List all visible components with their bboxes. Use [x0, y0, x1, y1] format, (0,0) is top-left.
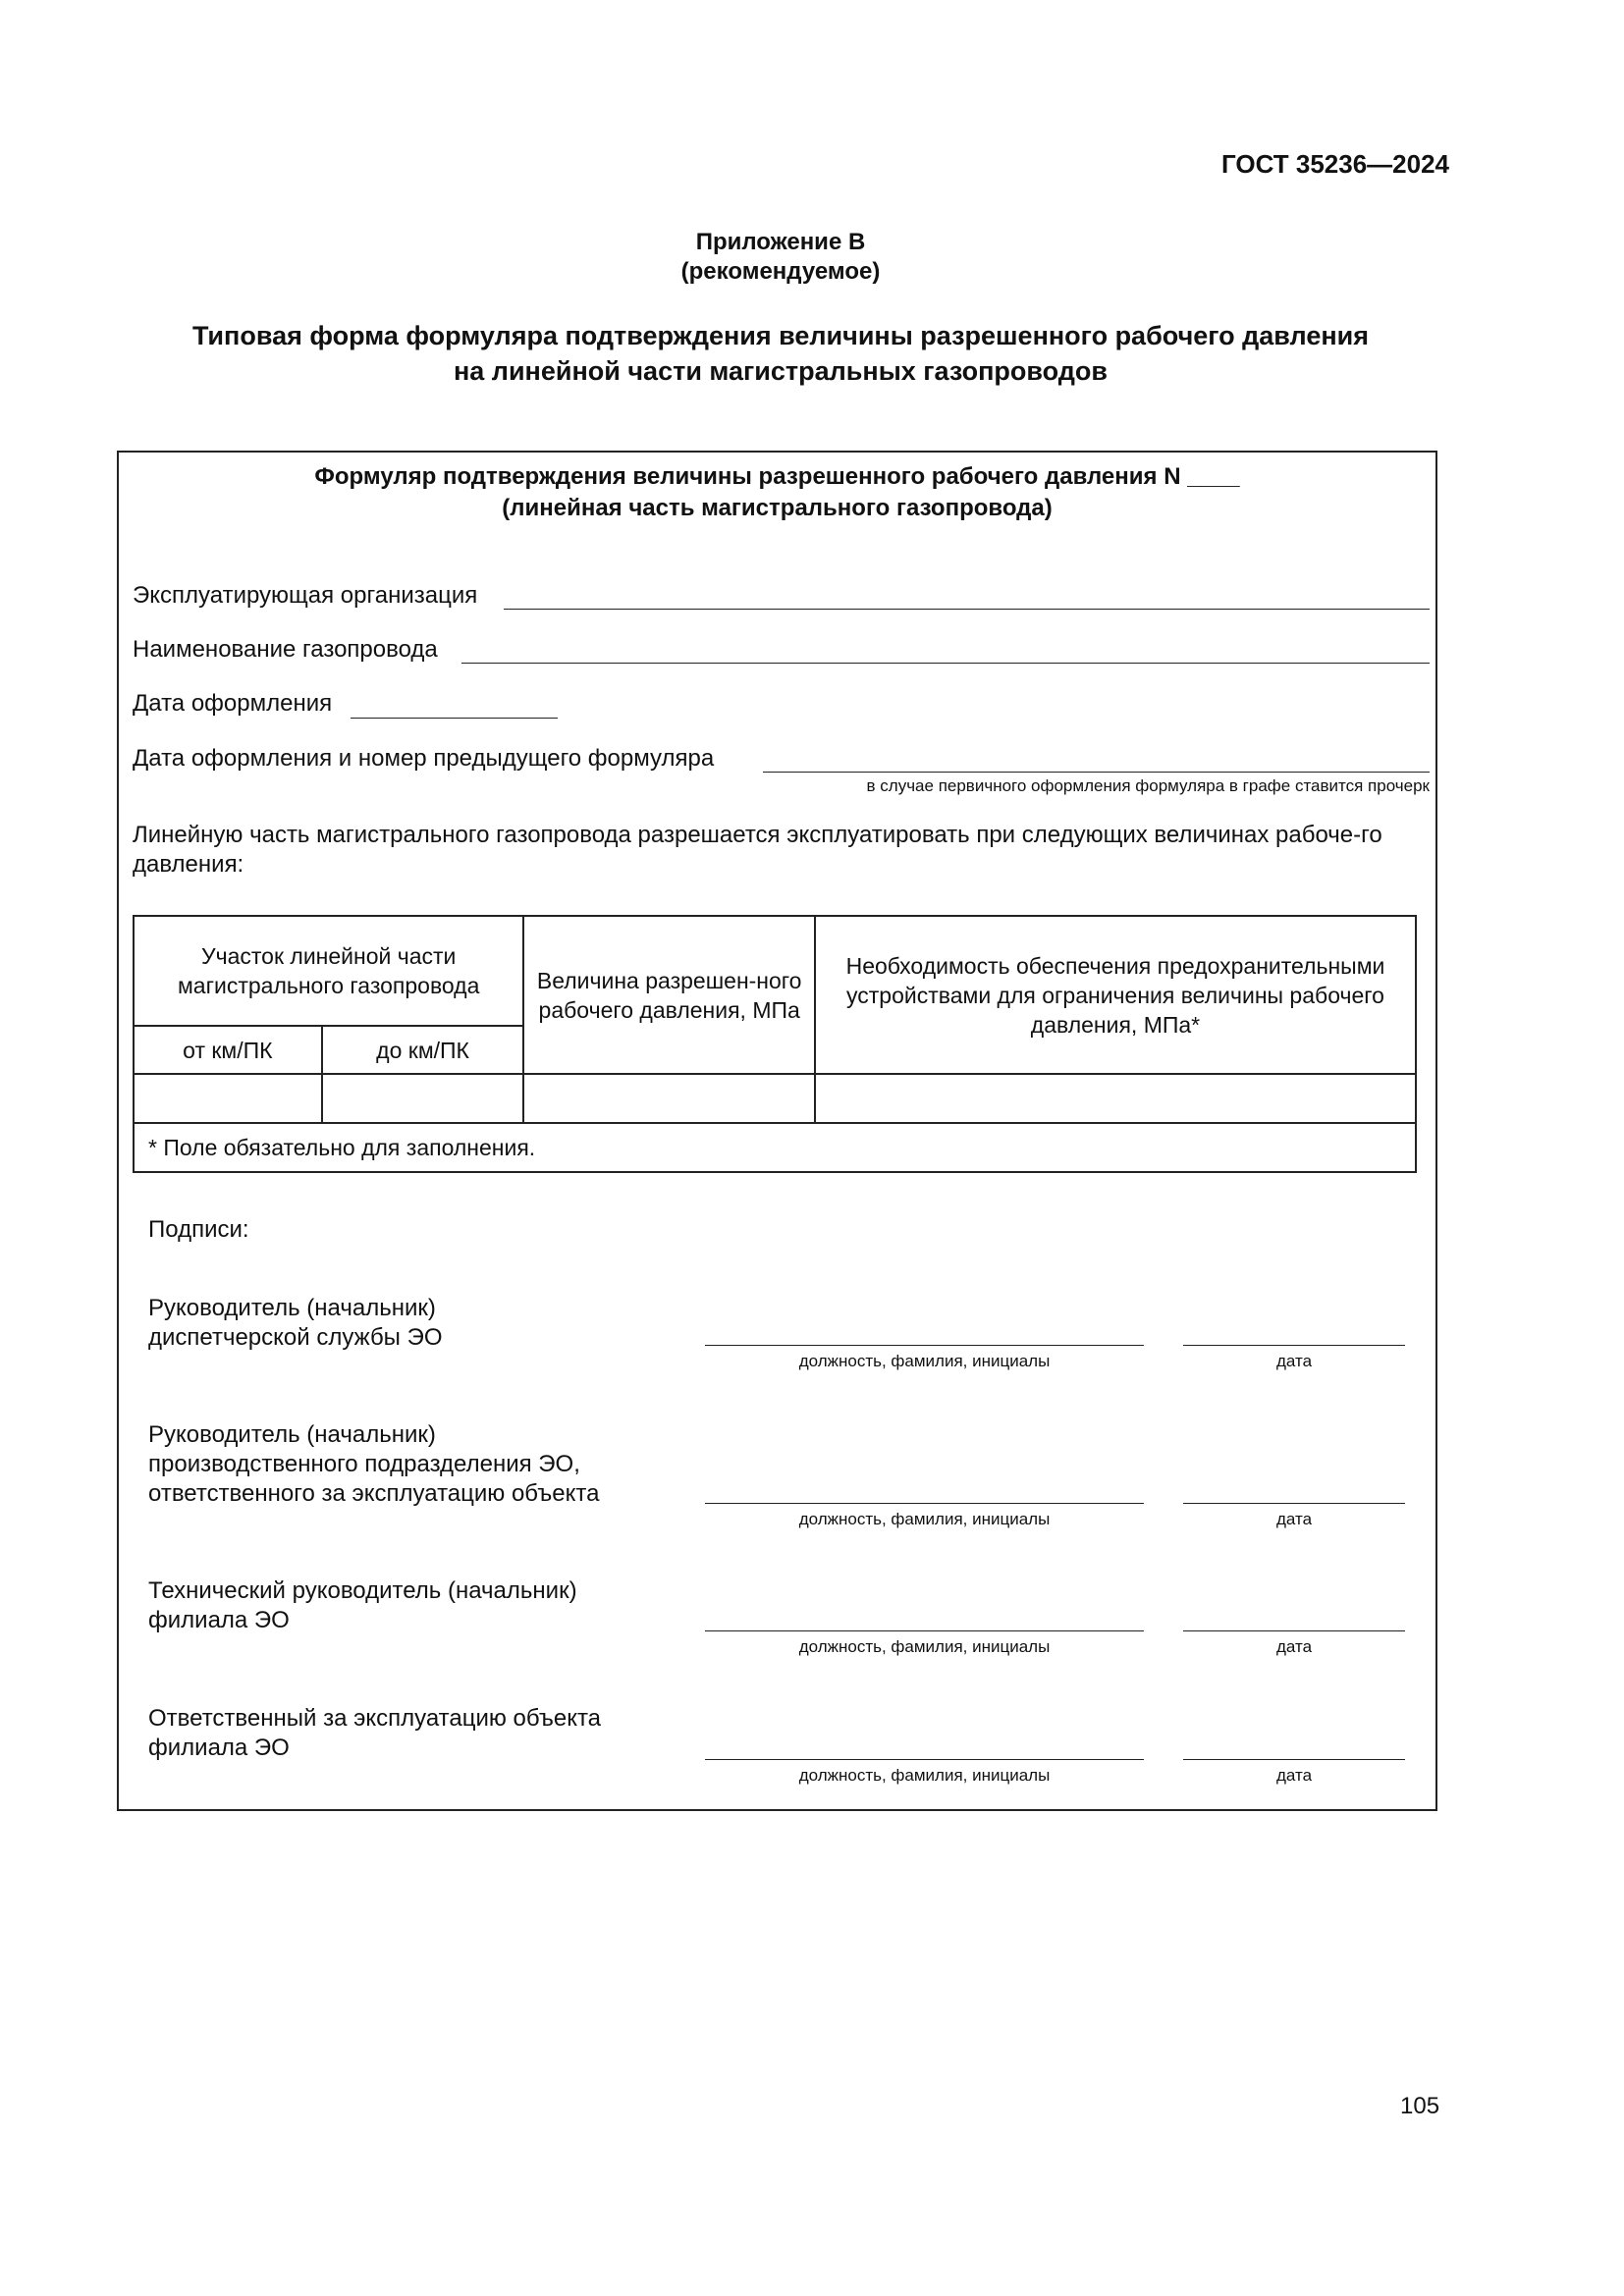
signature-role-responsible: Ответственный за эксплуатацию объекта филиала ЭО — [148, 1705, 602, 1761]
signature-line-date[interactable] — [1183, 1503, 1405, 1504]
form-title-line1: Формуляр подтверждения величины разрешенного рабочего давления N ____ — [314, 463, 1240, 490]
signature-hint-name: должность, фамилия, инициалы — [798, 1637, 1051, 1656]
signature-role-dispatch: Руководитель (начальник) диспетчерской службы ЭО — [148, 1295, 443, 1351]
field-label-operator: Эксплуатирующая организация — [133, 582, 478, 609]
field-label-pipeline-name: Наименование газопровода — [133, 636, 438, 663]
document-code: ГОСТ 35236—2024 — [1221, 149, 1449, 179]
page-number: 105 — [1400, 2093, 1440, 2119]
field-line-previous-form[interactable] — [763, 772, 1430, 773]
signature-line-date[interactable] — [1183, 1759, 1405, 1760]
form-title-line2: (линейная часть магистрального газопровода) — [502, 495, 1053, 521]
annex-title: Приложение В — [695, 229, 866, 255]
header-from-km: от км/ПК — [134, 1026, 322, 1074]
header-safety-devices: Необходимость обеспечения предохранительными устройствами для ограничения величины рабочего давления, МПа* — [815, 916, 1416, 1074]
field-line-pipeline-name[interactable] — [461, 663, 1430, 664]
intro-text: Линейную часть магистрального газопровода разрешается эксплуатировать при следующих величинах рабоче-го давления: — [133, 822, 1382, 878]
main-title-line1: Типовая форма формуляра подтверждения величины разрешенного рабочего давления — [191, 321, 1370, 350]
signature-line-name[interactable] — [705, 1630, 1144, 1631]
table-row — [134, 1074, 1416, 1123]
signature-hint-date: дата — [1275, 1637, 1313, 1656]
signature-line-name[interactable] — [705, 1345, 1144, 1346]
signatures-heading: Подписи: — [148, 1216, 249, 1243]
pressure-table — [133, 915, 1417, 1173]
signature-role-production: Руководитель (начальник) производственного подразделения ЭО, ответственного за эксплуатацию объекта — [148, 1421, 600, 1507]
main-title-line2: на линейной части магистральных газопроводов — [453, 356, 1109, 386]
form-title — [117, 461, 1437, 524]
signature-hint-name: должность, фамилия, инициалы — [798, 1766, 1051, 1785]
signature-line-date[interactable] — [1183, 1345, 1405, 1346]
cell-from-km[interactable] — [134, 1074, 322, 1123]
field-line-operator[interactable] — [504, 609, 1430, 610]
header-to-km: до км/ПК — [322, 1026, 524, 1074]
main-title — [0, 318, 1561, 389]
field-hint-previous-form: в случае первичного оформления формуляра в графе ставится прочерк — [866, 776, 1430, 795]
signature-line-name[interactable] — [705, 1503, 1144, 1504]
annex-subtitle: (рекомендуемое) — [680, 258, 881, 285]
signature-hint-name: должность, фамилия, инициалы — [798, 1510, 1051, 1528]
table-note: * Поле обязательно для заполнения. — [134, 1123, 1416, 1172]
signature-line-name[interactable] — [705, 1759, 1144, 1760]
cell-safety-devices[interactable] — [815, 1074, 1416, 1123]
signature-hint-date: дата — [1275, 1352, 1313, 1370]
field-line-issue-date[interactable] — [351, 718, 558, 719]
signature-hint-date: дата — [1275, 1766, 1313, 1785]
header-section: Участок линейной части магистрального газопровода — [134, 916, 523, 1026]
field-label-issue-date: Дата оформления — [133, 690, 333, 717]
field-label-previous-form: Дата оформления и номер предыдущего формуляра — [133, 745, 715, 772]
signature-hint-date: дата — [1275, 1510, 1313, 1528]
cell-to-km[interactable] — [322, 1074, 524, 1123]
header-pressure: Величина разрешен-ного рабочего давления, МПа — [523, 916, 815, 1074]
cell-pressure[interactable] — [523, 1074, 815, 1123]
signature-role-technical: Технический руководитель (начальник) филиала ЭО — [148, 1577, 577, 1633]
signature-hint-name: должность, фамилия, инициалы — [798, 1352, 1051, 1370]
signature-line-date[interactable] — [1183, 1630, 1405, 1631]
annex-heading — [0, 228, 1561, 287]
